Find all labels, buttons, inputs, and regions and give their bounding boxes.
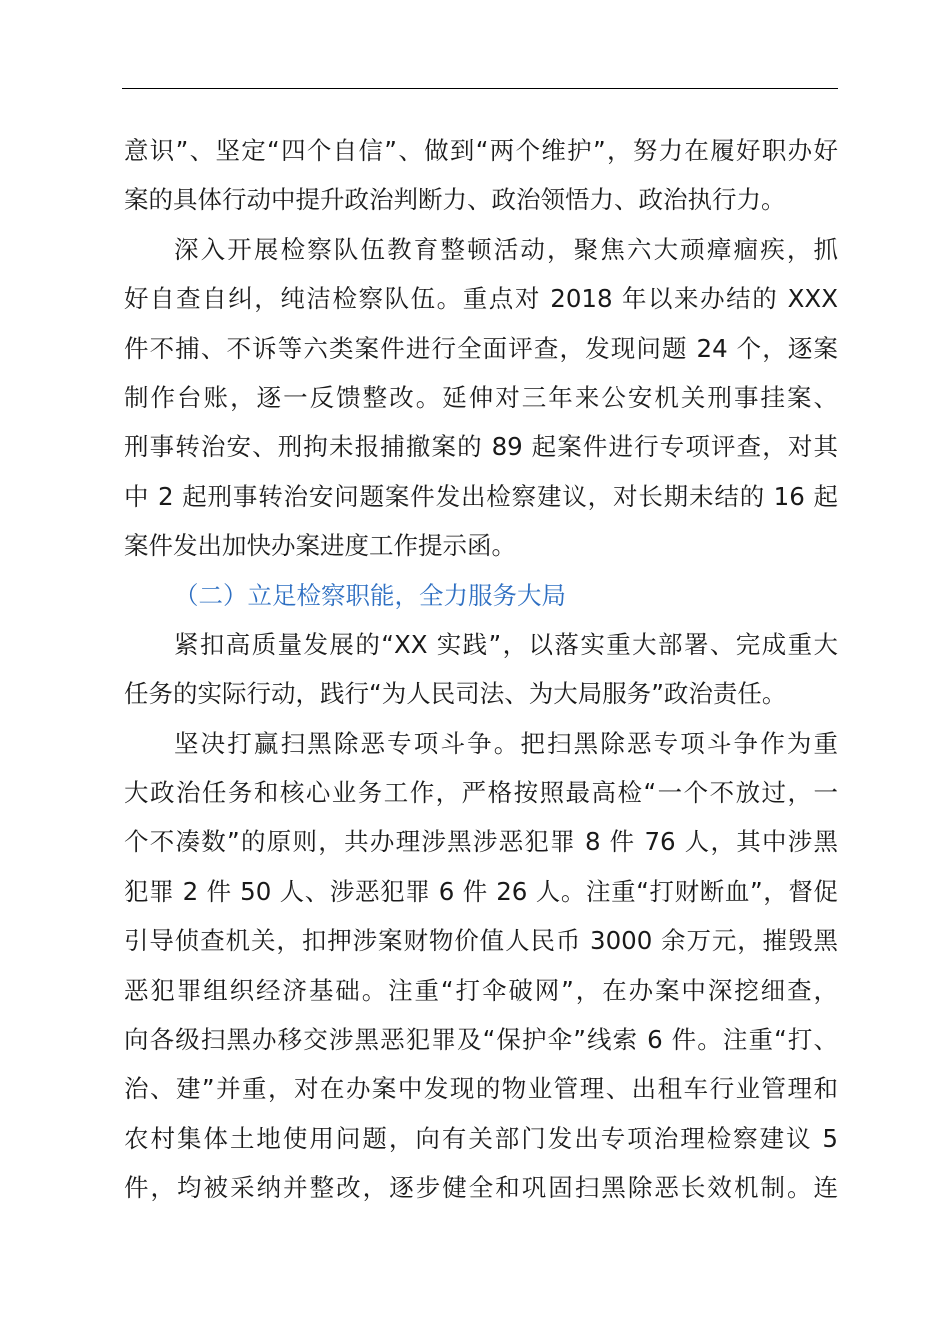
text-line: 治、建”并重，对在办案中发现的物业管理、出租车行业管理和 [124, 1074, 838, 1104]
text-line: 紧扣高质量发展的“XX 实践”，以落实重大部署、完成重大 [174, 629, 838, 659]
text-line: 恶犯罪组织经济基础。注重“打伞破网”，在办案中深挖细查， [124, 975, 838, 1005]
text-line: 大政治任务和核心业务工作，严格按照最高检“一个不放过，一 [124, 778, 838, 808]
section-heading: （二）立足检察职能，全力服务大局 [174, 580, 566, 610]
text-line: 坚决打赢扫黑除恶专项斗争。把扫黑除恶专项斗争作为重 [174, 728, 838, 758]
text-line: 中 2 起刑事转治安问题案件发出检察建议，对长期未结的 16 起 [124, 481, 838, 511]
text-line: 深入开展检察队伍教育整顿活动，聚焦六大顽瘴痼疾，抓 [174, 234, 838, 264]
text-line: 刑事转治安、刑拘未报捕撤案的 89 起案件进行专项评查，对其 [124, 432, 838, 462]
text-line: 农村集体土地使用问题，向有关部门发出专项治理检察建议 5 [124, 1123, 838, 1153]
text-line: 个不凑数”的原则，共办理涉黑涉恶犯罪 8 件 76 人，其中涉黑 [124, 827, 838, 857]
text-line: 向各级扫黑办移交涉黑恶犯罪及“保护伞”线索 6 件。注重“打、 [124, 1025, 838, 1055]
text-line: 任务的实际行动，践行“为人民司法、为大局服务”政治责任。 [124, 679, 787, 709]
text-line: 犯罪 2 件 50 人、涉恶犯罪 6 件 26 人。注重“打财断血”，督促 [124, 876, 838, 906]
text-line: 案件发出加快办案进度工作提示函。 [124, 531, 516, 561]
header-rule [122, 88, 838, 89]
text-line: 制作台账，逐一反馈整改。延伸对三年来公安机关刑事挂案、 [124, 382, 838, 412]
document-body [124, 126, 838, 1213]
text-line: 引导侦查机关，扣押涉案财物价值人民币 3000 余万元，摧毁黑 [124, 926, 838, 956]
text-line: 好自查自纠，纯洁检察队伍。重点对 2018 年以来办结的 XXX [124, 284, 838, 314]
text-line: 件不捕、不诉等六类案件进行全面评查，发现问题 24 个，逐案 [124, 333, 838, 363]
text-line: 件，均被采纳并整改，逐步健全和巩固扫黑除恶长效机制。连 [124, 1173, 838, 1203]
text-line: 意识”、坚定“四个自信”、做到“两个维护”，努力在履好职办好 [124, 136, 838, 165]
text-line: 案的具体行动中提升政治判断力、政治领悟力、政治执行力。 [124, 185, 786, 215]
